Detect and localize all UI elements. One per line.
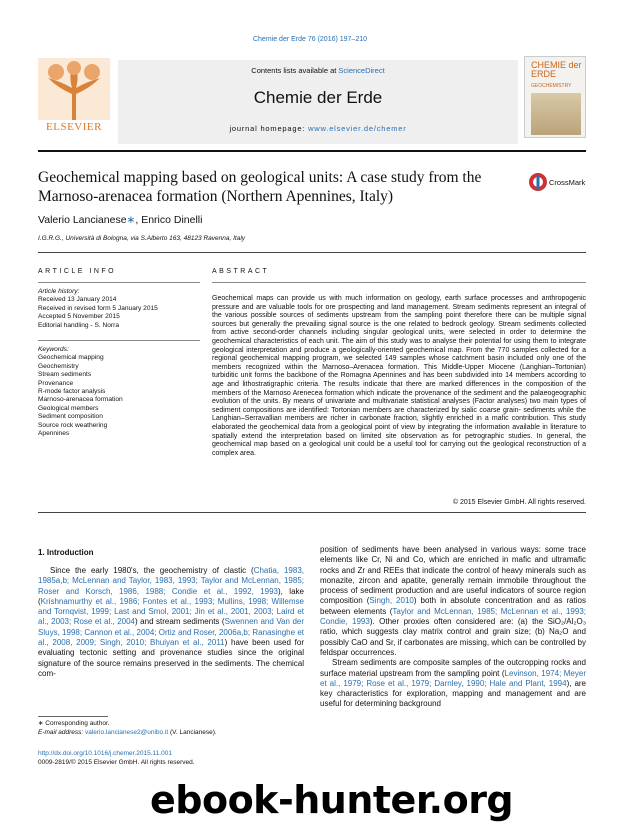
journal-citation[interactable]: Chemie der Erde 76 (2016) 197–210 [252, 36, 368, 43]
reference-link[interactable]: Krishnamurthy et al., 1986; Fontes et al., 1993; Mullins, 1998; Willemse and Tornqvist, 1999; Last and Smol, 2001; Jin et al., 2001, 2003; Laird et al., 2003; Rose et al., 2004 [38, 596, 304, 627]
keyword: R-mode factor analysis [38, 388, 106, 396]
keywords-label: Keywords: [38, 346, 69, 353]
corresponding-author-mark[interactable]: ∗ [126, 214, 136, 226]
intro-column-left [38, 566, 304, 679]
keyword: Geochemical mapping [38, 354, 104, 362]
contents-line [118, 66, 518, 75]
history-entry: Received 13 January 2014 [38, 296, 117, 304]
history-label: Article history: [38, 288, 80, 295]
abstract-copyright: © 2015 Elsevier GmbH. All rights reserved. [452, 499, 586, 506]
history-entry: Received in revised form 5 January 2015 [38, 304, 158, 312]
journal-name: Chemie der Erde [253, 88, 383, 107]
reference-link[interactable]: Chatia, 1983, 1985a,b; McLennan and Taylor, 1983, 1993; Taylor and McLennan, 1985; Roser and Korsch, 1986, 1988; Condie et al., 1992, 1993 [38, 566, 304, 596]
reference-link[interactable]: Singh, 2010 [369, 596, 414, 606]
keyword: Apennines [38, 430, 70, 438]
text-run: ), lake ( [38, 586, 304, 606]
introduction-heading: 1. Introduction [38, 548, 94, 557]
keyword: Provenance [38, 379, 74, 387]
journal-cover-thumbnail [524, 56, 586, 138]
crossmark-icon[interactable] [528, 172, 548, 192]
article-title: Geochemical mapping based on geological units: A case study from the Marnoso-arenacea formation (Northern Apennines, Italy) [38, 169, 482, 205]
intro-column-right [320, 545, 586, 710]
author-lancianese[interactable]: Valerio Lancianese [38, 214, 127, 226]
divider [212, 282, 586, 283]
divider [38, 512, 586, 513]
history-entry: Editorial handling - S. Norra [38, 321, 119, 329]
homepage-link[interactable]: www.elsevier.de/chemer [308, 124, 407, 133]
author-dinelli[interactable]: , Enrico Dinelli [135, 214, 203, 226]
text-run: ). Other proxies often considered are: (a) the SiO₂/Al₂O₃ ratio, which suggests clay matrix control and grain size; (b) Na₂O and possibly CaO and Sr, if carbonates are missing, which can be controlled by feldspar occurrences. [320, 617, 586, 657]
watermark: ebook-hunter.org [150, 778, 514, 822]
crossmark-label[interactable]: CrossMark [549, 178, 586, 187]
issn-line: 0009-2819/© 2015 Elsevier GmbH. All rights reserved. [38, 758, 195, 766]
reference-link[interactable]: Taylor and McLennan, 1985; McLennan et al., 1993; Condie, 1993 [320, 606, 586, 627]
elsevier-wordmark: ELSEVIER [46, 121, 102, 133]
divider [38, 340, 200, 341]
abstract-text: Geochemical maps can provide us with much information on geology, earth surface processes and anthropogenic pressure and are valuable tools for ore prospecting and land management. Stream sediments represent an integral of the various possible sources of sediments upstream from the sampling point therefore there can be multiple signal sources but generally the prevailing signal source is the one related to bedrock geology. Stream sediments collected from active second-order channels including singular geological units, were selected in order to determine the geochemical characteristics of each unit. The aim of this study was to analyse their potential for using them to integrate geological interpretation and produce a geologically-oriented geochemical map. From the 770 samples collected for a regional geochemical mapping program, we selected 149 samples whose catchment basin included only one of the members recognized within the Marnoso–Arenacea formation. This Middle-Upper Miocene (Langhian–Tortonian) turbiditic unit forms the backbone of the Romagna Apennines and has been subdivided into 14 members according to age and lithostratigraphic criteria. The results indicate that there are marked differences in the composition of the members of the Marnoso Arenecea formation which indicate the provenance of the sediment and the palaeogeographic evolution of the units. By means of univariate and multivariate statistical analyses (Factor analyses) two main types of sediment compositions are identified: Tortonian members are characterized by sialic coarse grain- sediments while the Langhian–Serravallian members are richer in carbonate fraction, slightly enriched in a mafic contribution. This study elaborated the geochemical data from a geological point of view by integrating the information available in literature to spatially extend the interpretation based on limited site observation as for petrographic studies. In general, the geochemical map based on a geological unit could be a useful tool for carrying out the geological reconstruction of a complex area. [212, 295, 586, 457]
abstract-heading: ABSTRACT [212, 268, 270, 275]
intro-paragraph [320, 658, 586, 709]
keyword: Stream sediments [38, 371, 92, 379]
doi-link[interactable]: http://dx.doi.org/10.1016/j.chemer.2015.11.001 [38, 750, 172, 757]
keyword: Geological members [38, 404, 99, 412]
text-run: Since the early 1980's, the geochemistry of clastic ( [50, 566, 254, 575]
footer [38, 750, 195, 767]
text-run: ) have been used for evaluating tectonic setting and provenance studies since the original signature of the source remains preserved in the sediments. The chemical com- [38, 638, 304, 678]
email-suffix: (V. Lancianese). [168, 728, 217, 736]
cover-title: CHEMIE der ERDE [531, 60, 582, 79]
intro-paragraph [320, 545, 586, 658]
corresponding-author-note: ∗ Corresponding author. [38, 720, 110, 727]
contents-prefix: Contents lists available at [251, 66, 339, 75]
article-history [38, 288, 200, 330]
email-label: E-mail address: [38, 728, 85, 736]
author-list [38, 214, 202, 226]
elsevier-tree-logo [38, 58, 110, 128]
keywords [38, 346, 200, 438]
text-run: ) both in absolute concentration and as ratios between elements ( [320, 596, 587, 616]
cover-image [531, 93, 581, 135]
history-entry: Accepted 5 November 2015 [38, 313, 120, 321]
footnote-rule [38, 716, 108, 717]
text-run: Stream sediments are composite samples of the outcropping rocks and surface material upstream from the sampling point ( [320, 658, 586, 678]
divider [38, 252, 586, 253]
footnote [38, 720, 217, 737]
keyword: Sediment composition [38, 413, 103, 421]
reference-link[interactable]: Levinson, 1974; Meyer et al., 1979; Rose et al., 1979; Darnley, 1990; Hale and Plant, 1994 [320, 668, 586, 688]
affiliation: I.G.R.G., Università di Bologna, via S.Alberto 163, 48123 Ravenna, Italy [38, 235, 246, 242]
divider [38, 282, 200, 283]
email-line [38, 729, 217, 738]
text-run: ), are key characteristics for exploration, mapping and management and are useful for determining background [320, 678, 587, 709]
keyword: Source rock weathering [38, 421, 108, 429]
text-run: ) and stream sediments ( [135, 617, 225, 627]
intro-paragraph [38, 566, 304, 679]
cover-subtitle: GEOCHEMISTRY [531, 83, 572, 89]
reference-link[interactable]: Swennen and Van der Sluys, 1998; Cannon et al., 2004; Ortiz and Roser, 2006a,b; Ranasinghe et al., 2008, 2009; Singh, 2010; Bhuiyan et al., 2011 [38, 617, 305, 648]
keyword: Geochemistry [38, 362, 79, 370]
article-info-heading: ARTICLE INFO [38, 268, 117, 275]
email-link[interactable]: valerio.lancianese2@unibo.it [84, 728, 169, 736]
sciencedirect-link[interactable]: ScienceDirect [338, 66, 385, 75]
homepage-prefix: journal homepage: [229, 124, 309, 133]
header-rule [38, 150, 586, 152]
keyword: Marnoso-arenacea formation [38, 396, 123, 404]
journal-homepage [118, 124, 518, 133]
text-run: position of sediments have been analysed in various ways: some trace elements like Cr, Ni and Co, which are enriched in mafic and ultramafic rocks and Zr and REEs that indicate the control of heavy minerals such as monazite, zircon and apatite, generally remain immobile throughout the process of sediment production and are useful indicators of source region composition ( [320, 545, 586, 606]
